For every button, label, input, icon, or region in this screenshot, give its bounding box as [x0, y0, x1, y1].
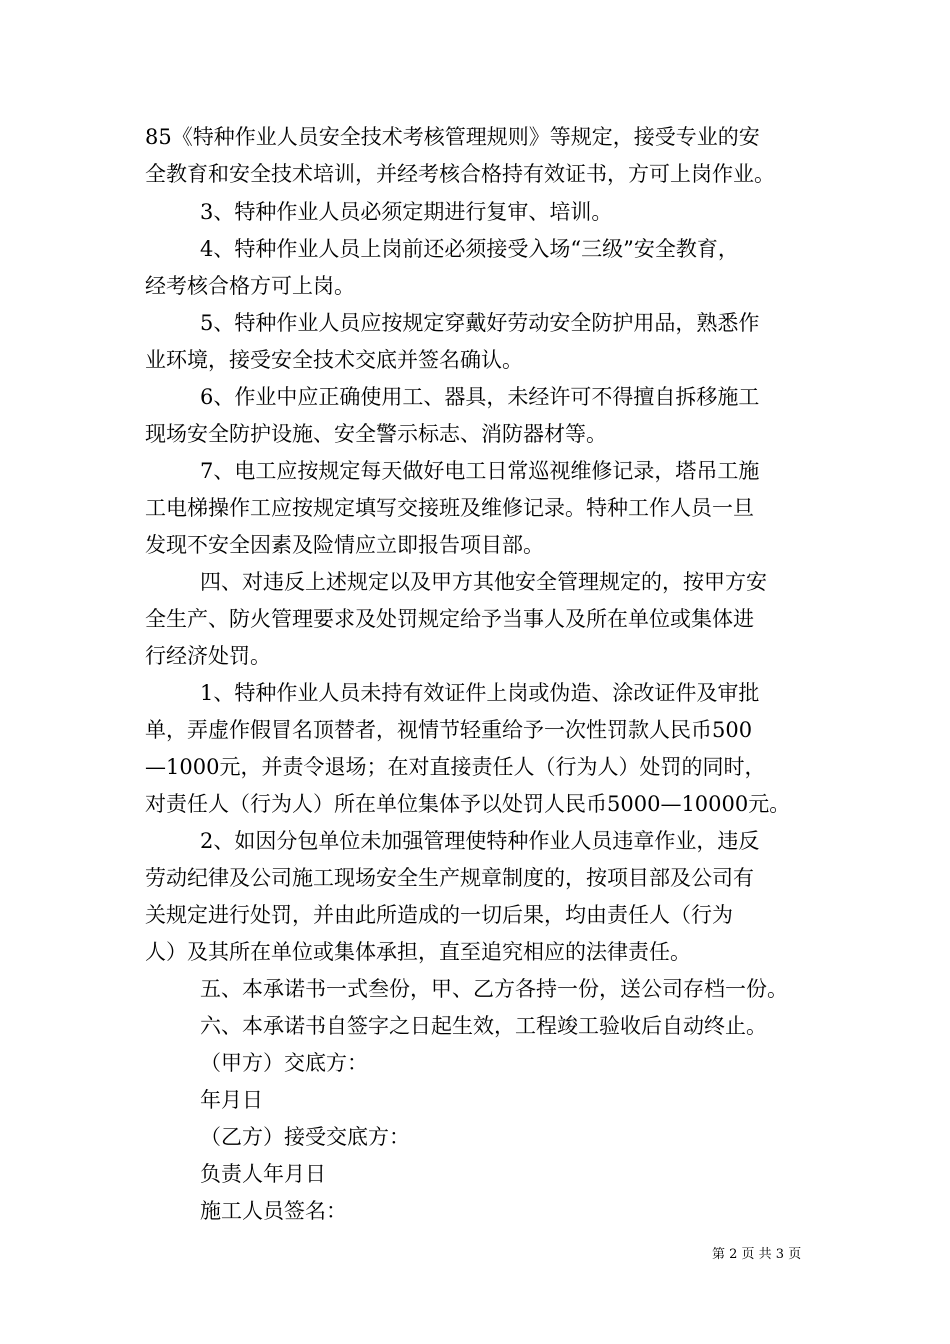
text-line: 3、特种作业人员必须定期进行复审、培训。: [200, 200, 613, 224]
text-line: （甲方）交底方：: [200, 1051, 368, 1075]
text-line: 行经济处罚。: [145, 644, 271, 668]
text-line: 年月日: [200, 1088, 263, 1112]
text-line: 劳动纪律及公司施工现场安全生产规章制度的，按项目部及公司有: [145, 866, 754, 890]
text-line: 单，弄虚作假冒名顶替者，视情节轻重给予一次性罚款人民币500: [145, 718, 753, 742]
text-line: 关规定进行处罚，并由此所造成的一切后果，均由责任人（行为: [145, 903, 733, 927]
text-line: 工电梯操作工应按规定填写交接班及维修记录。特种工作人员一旦: [145, 496, 754, 520]
text-line: 经考核合格方可上岗。: [145, 274, 355, 298]
text-line: 全教育和安全技术培训，并经考核合格持有效证书，方可上岗作业。: [145, 162, 775, 186]
text-line: —1000元，并责令退场；在对直接责任人（行为人）处罚的同时，: [145, 755, 766, 779]
text-line: 人）及其所在单位或集体承担，直至追究相应的法律责任。: [145, 940, 691, 964]
text-line: 对责任人（行为人）所在单位集体予以处罚人民币5000—10000元。: [145, 792, 791, 816]
text-line: 85《特种作业人员安全技术考核管理规则》等规定，接受专业的安: [145, 125, 760, 149]
text-line: 四、对违反上述规定以及甲方其他安全管理规定的，按甲方安: [200, 570, 767, 594]
text-line: 4、特种作业人员上岗前还必须接受入场“三级”安全教育，: [200, 237, 739, 261]
text-line: 业环境，接受安全技术交底并签名确认。: [145, 348, 523, 372]
text-line: 1、特种作业人员未持有效证件上岗或伪造、涂改证件及审批: [200, 681, 760, 705]
text-line: 6、作业中应正确使用工、器具，未经许可不得擅自拆移施工: [200, 385, 760, 409]
text-line: 五、本承诺书一式叁份，甲、乙方各持一份，送公司存档一份。: [200, 977, 788, 1001]
text-line: 2、如因分包单位未加强管理使特种作业人员违章作业，违反: [200, 829, 760, 853]
text-line: （乙方）接受交底方：: [200, 1125, 410, 1149]
text-line: 负责人年月日: [200, 1162, 326, 1186]
text-line: 六、本承诺书自签字之日起生效，工程竣工验收后自动终止。: [200, 1014, 767, 1038]
text-line: 发现不安全因素及险情应立即报告项目部。: [145, 533, 544, 557]
text-line: 7、电工应按规定每天做好电工日常巡视维修记录，塔吊工施: [200, 459, 760, 483]
page-number: 第 2 页 共 3 页: [712, 1247, 802, 1262]
text-line: 施工人员签名：: [200, 1199, 347, 1223]
text-line: 5、特种作业人员应按规定穿戴好劳动安全防护用品，熟悉作: [200, 311, 760, 335]
text-line: 全生产、防火管理要求及处罚规定给予当事人及所在单位或集体进: [145, 607, 754, 631]
text-line: 现场安全防护设施、安全警示标志、消防器材等。: [145, 422, 607, 446]
